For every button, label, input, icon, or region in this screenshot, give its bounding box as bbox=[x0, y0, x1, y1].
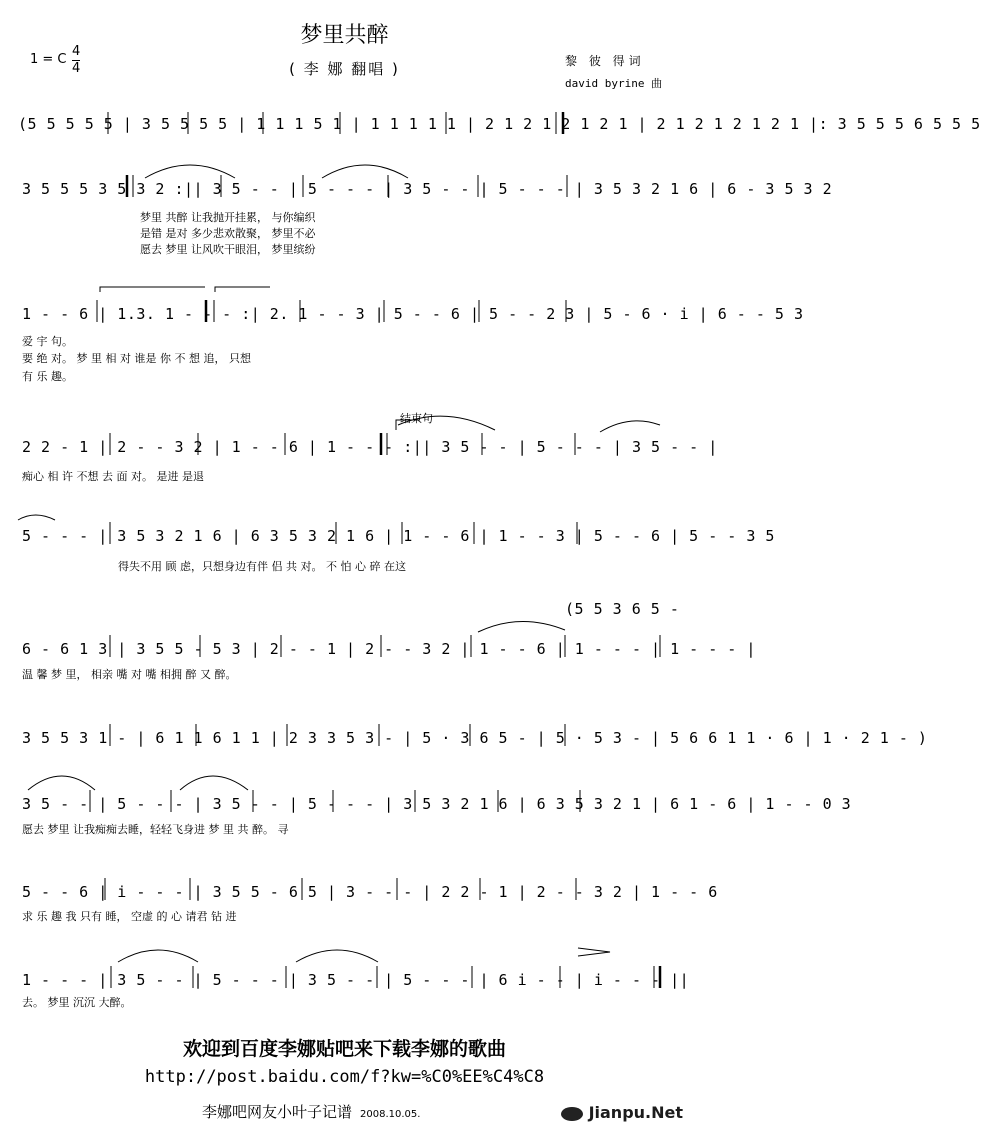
lyric-2-3: 愿去 梦里 让风吹干眼泪， 梦里缤纷 bbox=[140, 243, 316, 256]
lyric-3-2: 要 绝 对。 梦 里 相 对 谁是 你 不 想 追， 只想 bbox=[22, 352, 251, 365]
footer-url[interactable]: http://post.baidu.com/f?kw=%C0%EE%C4%C8 bbox=[144, 1067, 545, 1087]
music-line-3: 1 - - 6 | 1.3. 1 - - - :| 2. 1 - - 3 | 5 - - 6 | 5 - - 2 3 | 5 - 6 · i | 6 - - 5 3 bbox=[22, 305, 804, 323]
song-subtitle: ( 李 娜 翻唱 ) bbox=[289, 60, 400, 78]
watermark-logo-icon bbox=[561, 1107, 583, 1121]
lyric-8-1: 愿去 梦里 让我痴痴去睡，轻轻飞身进 梦 里 共 醉。 寻 bbox=[22, 823, 289, 836]
music-line-2: 3 5 5 5 3 5 3 2 :|| 3 5 - - | 5 - - - | 3 5 - - | 5 - - - | 3 5 3 2 1 6 | 6 - 3 5 3 2 bbox=[22, 180, 833, 198]
composer: david byrine 曲 bbox=[565, 77, 663, 90]
lyric-4-1: 痴心 相 许 不想 去 面 对。 是进 是退 bbox=[22, 470, 204, 483]
lyric-10-1: 去。 梦里 沉沉 大醉。 bbox=[22, 996, 132, 1009]
music-line-7: 3 5 5 3 1 - | 6 1 1 6 1 1 | 2 3 3 5 3 - | 5 · 3 6 5 - | 5 · 5 3 - | 5 6 6 1 1 · 6 | 1 · 2 1 - ) bbox=[22, 729, 928, 747]
song-title: 梦里共醉 bbox=[300, 23, 389, 48]
music-line-8: 3 5 - - | 5 - - - | 3 5 - - | 5 - - - | 3 5 3 2 1 6 | 6 3 5 3 2 1 | 6 1 - 6 | 1 - - 0 3 bbox=[22, 795, 852, 813]
lyric-3-3: 有 乐 趣。 bbox=[22, 370, 73, 383]
footer-invitation: 欢迎到百度李娜贴吧来下载李娜的歌曲 bbox=[182, 1038, 506, 1060]
lyric-6-1: 温 馨 梦 里， 相亲 嘴 对 嘴 相拥 醉 又 醉。 bbox=[22, 668, 237, 681]
music-line-9: 5 - - 6 | i - - - | 3 5 5 - 6 5 | 3 - - - | 2 2 - 1 | 2 - - 3 2 | 1 - - 6 bbox=[22, 883, 718, 901]
time-signature-bottom: 4 bbox=[72, 61, 81, 76]
lyric-2-1: 梦里 共醉 让我抛开挂累， 与你编织 bbox=[140, 211, 316, 224]
key-signature: 1 = C bbox=[30, 52, 67, 67]
credit-date: 2008.10.05. bbox=[360, 1109, 421, 1120]
lyric-3-1: 爱 宇 句。 bbox=[22, 335, 73, 348]
lyric-2-2: 是错 是对 多少悲欢散聚， 梦里不必 bbox=[140, 227, 316, 240]
music-line-6: 6 - 6 1 3 | 3 5 5 - 5 3 | 2 - - 1 | 2 - - 3 2 | 1 - - 6 | 1 - - - | 1 - - - | bbox=[22, 640, 756, 658]
music-line-10: 1 - - - | 3 5 - - | 5 - - - | 3 5 - - | 5 - - - | 6 i - - | i - - - || bbox=[22, 971, 690, 989]
site-watermark bbox=[561, 1103, 683, 1122]
music-line-4: 2 2 - 1 | 2 - - 3 2 | 1 - - 6 | 1 - - - :|| 3 5 - - | 5 - - - | 3 5 - - | bbox=[22, 438, 718, 456]
lyricist: 黎 彼 得词 bbox=[565, 54, 645, 68]
credit-text: 李娜吧网友小叶子记谱 bbox=[202, 1103, 353, 1121]
watermark-text: Jianpu.Net bbox=[588, 1103, 683, 1122]
music-line-5: 5 - - - | 3 5 3 2 1 6 | 6 3 5 3 2 1 6 | 1 - - 6 | 1 - - 3 | 5 - - 6 | 5 - - 3 5 bbox=[22, 527, 775, 545]
footer-credit bbox=[202, 1101, 420, 1122]
music-line-1: (5 5 5 5 5 | 3 5 5 5 5 | 1 1 1 5 1 | 1 1 1 1 1 | 2 1 2 1 2 1 2 1 | 2 1 2 1 2 1 2 1 |: 3 5 5 5 6 5 5 5 bbox=[18, 115, 981, 133]
lyric-5-1: 得失不用 顾 虑，只想身边有伴 侣 共 对。 不 怕 心 碎 在这 bbox=[118, 560, 406, 573]
lyric-9-1: 求 乐 趣 我 只有 睡， 空虚 的 心 请君 钻 进 bbox=[22, 910, 237, 923]
ending-mark: 结束句 bbox=[400, 412, 433, 425]
time-signature-top: 4 bbox=[72, 44, 81, 59]
interlude-intro: (5 5 3 6 5 - bbox=[565, 600, 680, 618]
